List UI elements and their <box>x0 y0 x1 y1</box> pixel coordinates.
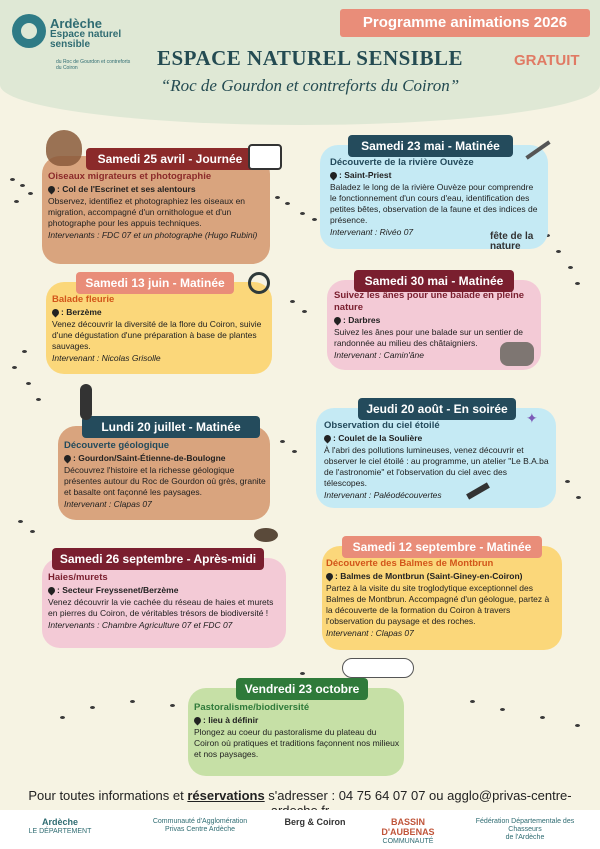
location-pin-icon <box>47 185 57 195</box>
event-date-pill: Samedi 13 juin - Matinée <box>76 272 234 294</box>
location-pin-icon <box>329 171 339 181</box>
logo-brand: Ardèche <box>50 16 103 31</box>
event-activity: Haies/murets <box>48 572 108 583</box>
program-badge: Programme animations 2026 <box>340 9 590 37</box>
event-content <box>64 440 268 510</box>
location-pin-icon <box>63 454 73 464</box>
event-intervenant: Intervenant : Paléodécouvertes <box>324 490 442 500</box>
contact-pre: Pour toutes informations et <box>28 788 188 803</box>
event-activity: Découverte de la rivière Ouvèze <box>330 157 474 168</box>
hiker-icon <box>80 384 92 420</box>
contact-details: s'adresser : 04 75 64 07 07 ou agglo@privas-centre- <box>268 788 572 803</box>
event-activity: Pastoralisme/biodiversité <box>194 702 310 713</box>
sparkle-icon: ✦ <box>526 410 538 426</box>
event-description: Partez à la visite du site troglodytique exceptionnel des Balmes de Montbrun. Accompagné d'un géologue, partez à la découverte de la formation du Coiron à travers l'observation du paysage et des roches. <box>326 583 550 626</box>
event-description: Observez, identifiez et photographiez les oiseaux en migration, accompagné d'un ornithologue et d'un photographe pour les appuis techniques. <box>48 196 246 228</box>
event-content <box>48 572 284 631</box>
page-title: ESPACE NATUREL SENSIBLE <box>157 46 463 70</box>
event-description: Découvrez l'histoire et la richesse géologique présentes autour du Roc de Gourdon où grès, granite et basalte ont façonné les paysages. <box>64 465 266 497</box>
logo-small-text: du Roc de Gourdon et contreforts du Coiron <box>56 59 131 71</box>
location-pin-icon <box>51 308 61 318</box>
event-location: : Saint-Priest <box>330 170 542 181</box>
event-content <box>324 420 552 501</box>
event-content <box>330 157 542 238</box>
event-date-pill: Lundi 20 juillet - Matinée <box>82 416 260 438</box>
event-activity: Suivez les ânes pour une balade en pleine nature <box>334 290 525 313</box>
event-date-pill: Samedi 23 mai - Matinée <box>348 135 513 157</box>
event-location: : Balmes de Montbrun (Saint-Giney-en-Coiron) <box>326 571 558 582</box>
event-intervenant: Intervenant : Clapas 07 <box>326 628 414 638</box>
event-activity: Oiseaux migrateurs et photographie <box>48 171 212 182</box>
partner-logo: BASSIN D'AUBENAS COMMUNAUTÉ <box>381 817 435 845</box>
location-pin-icon <box>193 716 203 726</box>
partner-logo: Berg & Coiron <box>284 817 346 827</box>
bird-of-prey-icon <box>46 130 82 166</box>
location-pin-icon <box>333 316 343 326</box>
event-intervenant: Intervenant : Rivéo 07 <box>330 227 414 237</box>
event-description: Plongez au coeur du pastoralisme du plateau du Coiron où pratiques et traditions façonnent nos milieux et nos paysages. <box>194 727 400 759</box>
event-date-pill: Samedi 30 mai - Matinée <box>354 270 514 292</box>
magnifying-glass-icon <box>248 272 270 294</box>
event-description: Suivez les ânes pour une balade sur un sentier de randonnée au milieu des châtaigniers. <box>334 327 524 348</box>
gratuit-label: GRATUIT <box>514 52 580 69</box>
songbird-icon <box>254 528 278 542</box>
location-pin-icon <box>325 572 335 582</box>
event-content <box>48 171 268 241</box>
event-content <box>326 558 558 639</box>
camera-icon <box>248 144 282 170</box>
location-pin-icon <box>47 586 57 596</box>
event-description: Baladez le long de la rivière Ouvèze pour comprendre le fonctionnement d'un cours d'eau, identification des petites bêtes, observation de la faune et des indices de présence. <box>330 182 538 225</box>
sheep-icon <box>342 658 414 678</box>
event-description: Venez découvrir la diversité de la flore du Coiron, suivie d'une dégustation d'une préparation à base de plantes sauvages. <box>52 319 262 351</box>
event-date-pill: Samedi 26 septembre - Après-midi <box>52 548 264 570</box>
event-location: : Secteur Freyssenet/Berzème <box>48 585 284 596</box>
event-content <box>194 702 400 760</box>
event-location: : lieu à définir <box>194 715 400 726</box>
event-intervenant: Intervenant : Clapas 07 <box>64 499 152 509</box>
event-intervenant: Intervenant : Camin'âne <box>334 350 424 360</box>
location-pin-icon <box>323 434 333 444</box>
event-intervenant: Intervenants : FDC 07 et un photographe (Hugo Rubini) <box>48 230 258 240</box>
event-location: : Col de l'Escrinet et ses alentours <box>48 184 268 195</box>
event-activity: Balade fleurie <box>52 294 115 305</box>
event-activity: Observation du ciel étoilé <box>324 420 440 431</box>
event-location: : Berzème <box>52 307 270 318</box>
event-description: Venez découvrir la vie cachée du réseau de haies et murets en pierres du Coiron, de véritables trésors de biodiversité ! <box>48 597 274 618</box>
donkey-icon <box>500 342 534 366</box>
reservations-link[interactable]: réservations <box>187 788 265 803</box>
event-date-pill: Jeudi 20 août - En soirée <box>358 398 516 420</box>
page-subtitle: “Roc de Gourdon et contreforts du Coiron” <box>160 76 460 95</box>
event-activity: Découverte des Balmes de Montbrun <box>326 558 494 569</box>
event-description: À l'abri des pollutions lumineuses, venez découvrir et observer le ciel étoilé : au programme, un atelier "Le B.A.ba de l'astronomie" et l'observation du ciel avec des télescopes. <box>324 445 549 488</box>
event-location: : Gourdon/Saint-Étienne-de-Boulogne <box>64 453 268 464</box>
event-intervenant: Intervenants : Chambre Agriculture 07 et FDC 07 <box>48 620 233 630</box>
event-intervenant: Intervenant : Nicolas Grisolle <box>52 353 161 363</box>
partner-logo: Fédération Départementale des Chasseurs de l'Ardèche <box>475 818 575 841</box>
event-date-pill: Samedi 12 septembre - Matinée <box>342 536 542 558</box>
event-activity: Découverte géologique <box>64 440 170 451</box>
partner-logo: Ardèche LE DÉPARTEMENT <box>28 817 92 835</box>
partner-logo: Communauté d'Agglomération Privas Centre Ardèche <box>152 818 248 833</box>
logo-subtitle: Espace naturel sensible <box>50 29 122 50</box>
event-date-pill: Vendredi 23 octobre <box>236 678 368 700</box>
flower-logo-icon <box>12 14 46 48</box>
event-date-pill: Samedi 25 avril - Journée <box>86 148 254 170</box>
event-location: : Coulet de la Soulière <box>324 433 552 444</box>
fete-nature-logo: fête de la nature <box>490 231 534 252</box>
event-location: : Darbres <box>334 315 534 326</box>
event-content <box>52 294 270 364</box>
